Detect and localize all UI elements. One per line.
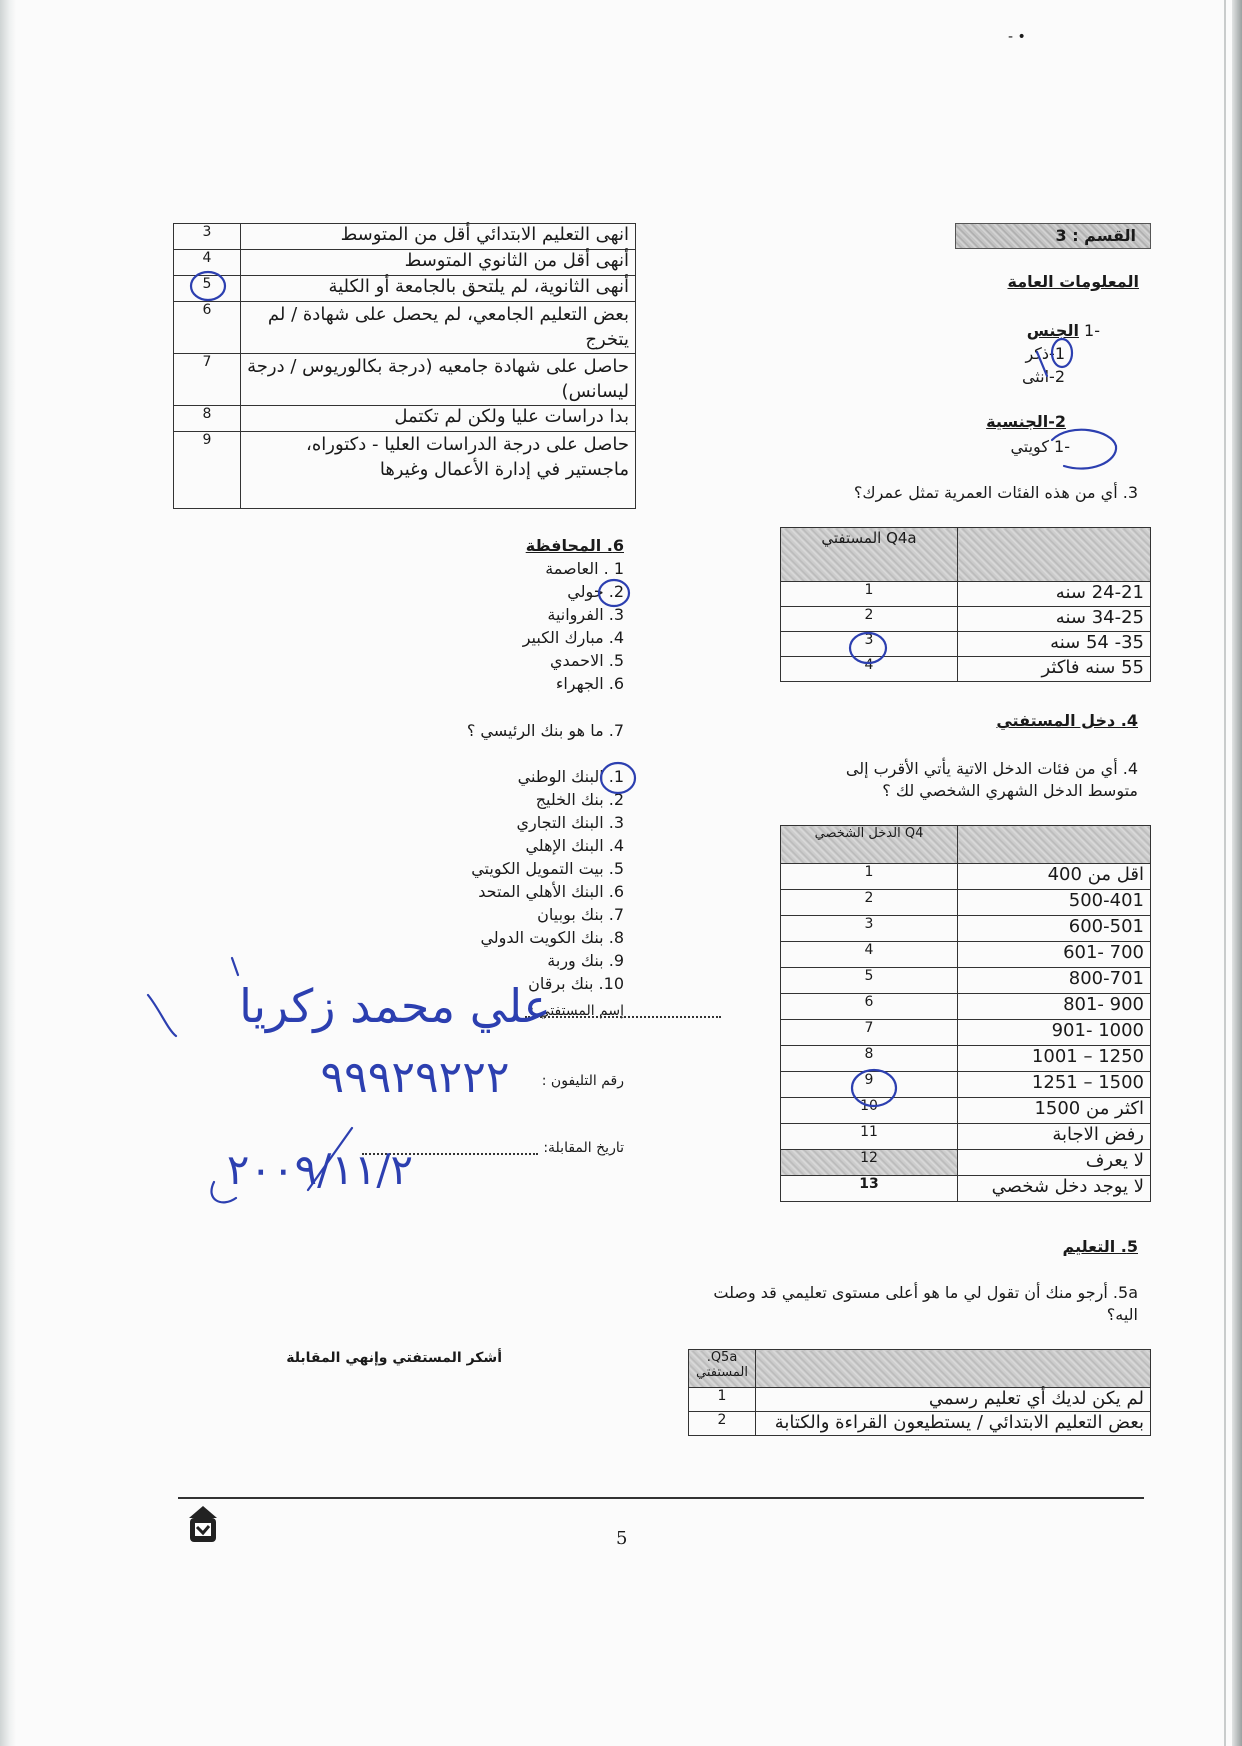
handwritten-phone: ٩٩٩٢٩٢٢٢ [320,1052,510,1103]
q6-option: 3. الفروانية [547,605,624,624]
q6-option: 1 . العاصمة [545,559,624,578]
income-row-label: اقل من 400 [958,864,1151,890]
q7-option: 4. البنك الإهلي [525,836,624,855]
q5-question-line1: 5a. أرجو منك أن تقول لي ما هو أعلى مستوى تعليمي قد وصلت [713,1283,1138,1302]
circle-bank-1 [601,763,635,793]
q7-option: 7. بنك بوبيان [537,905,624,924]
age-row-code: 3 [781,632,958,657]
age-row-code: 2 [781,607,958,632]
edu-row-label: حاصل على شهادة جامعيه (درجة بكالوريوس / درجة ليسانس) [241,354,636,406]
q7-option: 8. بنك الكويت الدولي [480,928,624,947]
phone-label: رقم التليفون : [541,1073,624,1089]
q6-option: 6. الجهراء [555,674,624,693]
q7-option: 5. بيت التمويل الكويتي [471,859,624,878]
q7-option: 1. البنك الوطني [517,767,624,786]
income-row-code: 10 [781,1098,958,1124]
circle-education-5 [191,272,225,300]
q6-option: 5. الاحمدي [550,651,624,670]
income-row-label: 1250 – 1001 [958,1046,1151,1072]
header-marks: - • [1008,29,1026,45]
income-row-label: 800-701 [958,968,1151,994]
income-row-code: 8 [781,1046,958,1072]
q7-option: 6. البنك الأهلي المتحد [478,882,624,901]
edu-row-label: حاصل على درجة الدراسات العليا - دكتوراه، ماجستير في إدارة الأعمال وغيرها [241,432,636,509]
q6-option: 4. مبارك الكبير [522,628,624,647]
q6-option: 2. حولي [567,582,624,601]
interview-date-label: تاريخ المقابلة: [543,1140,624,1156]
handwritten-name-strokes [148,958,238,1036]
q1-option-female: 2-انثى [1021,367,1065,386]
q7-option: 2. بنك الخليج [535,790,624,809]
edu-row-code: 3 [174,224,241,250]
general-info-heading: المعلومات العامة [1007,272,1139,291]
page-number: 5 [616,1528,628,1549]
edu-row-code: 9 [174,432,241,509]
q1-option-male: 1-ذكر [1025,344,1065,363]
income-row-code: 6 [781,994,958,1020]
q2-title: 2-الجنسية [986,412,1066,431]
handwritten-name: علي محمد زكريا [239,979,551,1033]
income-row-code: 9 [781,1072,958,1098]
edu-row-label: أنهى الثانوية، لم يلتحق بالجامعة أو الكلية [241,276,636,302]
age-row-code: 1 [781,582,958,607]
income-row-label: لا يعرف [958,1150,1151,1176]
circle-nationality-kuwaiti [1052,430,1116,469]
q5-question-line2: اليه؟ [1106,1305,1138,1324]
edu-row-label: بدا دراسات عليا ولكن لم تكتمل [241,406,636,432]
income-row-code: 12 [781,1150,958,1176]
closing-statement: أشكر المستفتي وإنهي المقابلة [286,1350,502,1366]
q4-question-line2: متوسط الدخل الشهري الشخصي لك ؟ [882,781,1138,800]
income-row-label: 600-501 [958,916,1151,942]
education-row-label: لم يكن لديك أي تعليم رسمي [756,1388,1151,1412]
circle-governorate-2 [599,580,629,606]
circle-gender-male [1052,339,1072,367]
income-row-code: 13 [781,1176,958,1202]
income-row-code: 5 [781,968,958,994]
income-row-label: لا يوجد دخل شخصي [958,1176,1151,1202]
edu-row-label: أنهى أقل من الثانوي المتوسط [241,250,636,276]
gender-tick [1037,352,1047,376]
income-row-label: 1500 – 1251 [958,1072,1151,1098]
income-row-code: 4 [781,942,958,968]
q7-option: 9. بنك وربة [547,951,624,970]
education-row-label: بعض التعليم الابتدائي / يستطيعون القراءة والكتابة [756,1412,1151,1436]
q3-question: 3. أي من هذه الفئات العمرية تمثل عمرك؟ [853,483,1138,502]
q7-title: 7. ما هو بنك الرئيسي ؟ [466,721,624,740]
education-table-header: Q5a. المستفتي [689,1350,756,1388]
income-row-code: 2 [781,890,958,916]
circle-age-3 [850,633,886,663]
q7-option: 10. بنك برقان [528,974,624,993]
age-row-label: 35- 54 سنه [958,632,1151,657]
age-row-label: 24-21 سنه [958,582,1151,607]
income-row-code: 1 [781,864,958,890]
q1-title: الجنس [1026,321,1079,340]
age-row-label: 34-25 سنه [958,607,1151,632]
q2-option-kuwaiti: -1 كويتي [1010,437,1070,456]
income-row-label: اكثر من 1500 [958,1098,1151,1124]
age-table-header: Q4a المستفتي [781,528,958,582]
edu-row-code: 7 [174,354,241,406]
income-row-label: 900 -801 [958,994,1151,1020]
education-row-code: 1 [689,1388,756,1412]
q4-heading: 4. دخل المستفتي [996,711,1138,730]
income-table-header: Q4 الدخل الشخصي [781,826,958,864]
edu-row-label: انهى التعليم الابتدائي أقل من المتوسط [241,224,636,250]
income-row-label: 1000 -901 [958,1020,1151,1046]
q5-heading: 5. التعليم [1062,1237,1138,1256]
q1-number: -1 [1084,321,1100,340]
education-row-code: 2 [689,1412,756,1436]
edu-row-code: 6 [174,302,241,354]
income-row-label: 700 -601 [958,942,1151,968]
q6-title: 6. المحافظة [525,536,624,555]
income-row-code: 3 [781,916,958,942]
age-row-label: 55 سنه فاكثر [958,657,1151,682]
income-row-code: 11 [781,1124,958,1150]
section-title: القسم : 3 [1055,226,1136,245]
edu-row-code: 4 [174,250,241,276]
q7-option: 3. البنك التجاري [516,813,624,832]
income-row-label: 500-401 [958,890,1151,916]
respondent-name-label: إسم المستفتي : [529,1003,624,1019]
handwritten-date: ٢٠٠٩/١١/٢ [226,1145,414,1194]
income-row-code: 7 [781,1020,958,1046]
edu-row-code: 5 [174,276,241,302]
age-row-code: 4 [781,657,958,682]
circle-income-9 [852,1070,896,1106]
edu-row-code: 8 [174,406,241,432]
income-row-label: رفض الاجابة [958,1124,1151,1150]
q4-question-line1: 4. أي من فئات الدخل الاتية يأتي الأقرب إلى [845,759,1138,778]
edu-row-label: بعض التعليم الجامعي، لم يحصل على شهادة / لم يتخرج [241,302,636,354]
